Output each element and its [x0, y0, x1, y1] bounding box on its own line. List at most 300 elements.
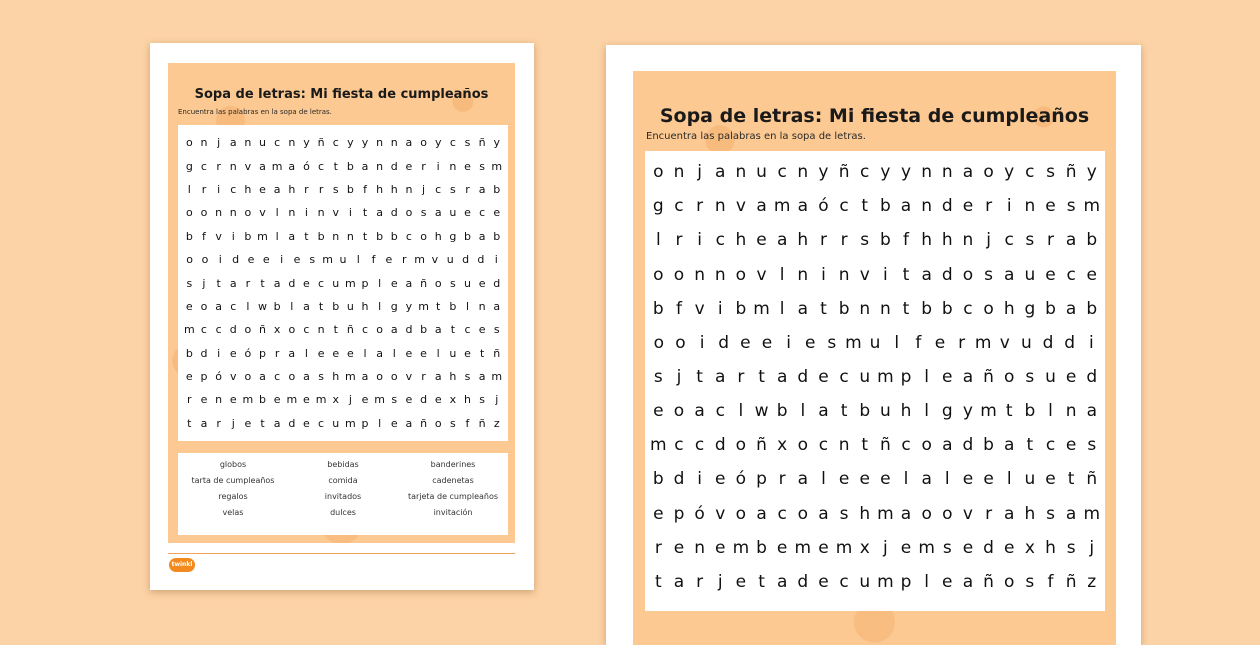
- grid-letter: o: [1004, 571, 1015, 592]
- grid-letter: t: [654, 571, 662, 592]
- grid-letter: n: [1024, 196, 1036, 217]
- grid-letter: p: [900, 571, 912, 592]
- grid-letter: h: [921, 230, 933, 251]
- grid-letter: g: [652, 196, 664, 217]
- grid-letter: a: [376, 346, 384, 360]
- grid-letter: r: [245, 276, 251, 290]
- grid-letter: c: [332, 136, 339, 150]
- grid-letter: m: [491, 159, 503, 173]
- grid-letter: a: [962, 571, 974, 592]
- grid-letter: u: [756, 162, 767, 183]
- grid-letter: n: [229, 159, 237, 173]
- grid-letter: c: [274, 370, 281, 384]
- grid-letter: h: [332, 370, 340, 384]
- grid-letter: j: [202, 276, 206, 290]
- grid-letter: a: [921, 264, 932, 285]
- grid-letter: d: [1086, 367, 1098, 388]
- grid-letter: j: [217, 136, 221, 150]
- grid-letter: h: [464, 393, 471, 407]
- grid-letter: h: [1024, 503, 1036, 524]
- grid-letter: e: [229, 393, 237, 407]
- grid-letter: s: [449, 416, 456, 430]
- grid-letter: o: [797, 503, 808, 524]
- grid-letter: c: [230, 182, 237, 196]
- grid-letter: e: [838, 469, 850, 490]
- grid-letter: h: [1045, 537, 1056, 558]
- grid-letter: a: [229, 276, 237, 290]
- grid-row: [648, 326, 1102, 360]
- grid-letter: j: [422, 182, 426, 196]
- grid-letter: r: [465, 182, 470, 196]
- grid-letter: c: [901, 435, 911, 456]
- grid-letter: i: [1088, 332, 1094, 353]
- grid-letter: p: [361, 276, 369, 290]
- word-list-item: invitados: [324, 492, 362, 501]
- grid-letter: x: [777, 435, 788, 456]
- grid-letter: u: [446, 253, 454, 267]
- grid-letter: ñ: [983, 367, 994, 388]
- grid-letter: x: [859, 537, 870, 558]
- grid-letter: c: [818, 435, 829, 456]
- grid-letter: y: [962, 401, 973, 422]
- grid-row: [182, 365, 504, 388]
- grid-letter: c: [215, 323, 222, 337]
- grid-letter: o: [962, 264, 974, 285]
- grid-letter: o: [185, 206, 193, 220]
- grid-row: [182, 178, 504, 201]
- grid-letter: o: [735, 435, 747, 456]
- grid-letter: i: [697, 469, 702, 490]
- grid-letter: g: [1024, 298, 1036, 319]
- grid-letter: v: [962, 503, 973, 524]
- decorated-panel: [633, 71, 1116, 645]
- grid-letter: c: [479, 206, 486, 220]
- grid-letter: j: [348, 393, 352, 407]
- grid-letter: b: [756, 537, 767, 558]
- grid-letter: t: [318, 299, 324, 313]
- grid-letter: a: [962, 367, 974, 388]
- grid-letter: n: [962, 230, 974, 251]
- grid-letter: d: [1064, 332, 1076, 353]
- grid-letter: a: [390, 323, 398, 337]
- grid-letter: c: [715, 230, 725, 251]
- grid-letter: a: [376, 206, 384, 220]
- grid-letter: s: [984, 264, 993, 285]
- grid-letter: e: [715, 469, 726, 490]
- grid-letter: n: [714, 264, 726, 285]
- grid-letter: t: [902, 264, 910, 285]
- grid-letter: c: [1045, 435, 1056, 456]
- grid-letter: h: [244, 182, 252, 196]
- grid-letter: v: [229, 370, 237, 384]
- grid-letter: f: [915, 332, 922, 353]
- grid-letter: b: [346, 182, 354, 196]
- grid-letter: e: [756, 230, 767, 251]
- grid-letter: c: [777, 162, 787, 183]
- grid-letter: c: [274, 136, 281, 150]
- grid-letter: l: [924, 367, 930, 388]
- grid-letter: u: [869, 332, 881, 353]
- grid-letter: o: [244, 206, 252, 220]
- grid-letter: u: [1021, 332, 1032, 353]
- grid-letter: o: [434, 276, 442, 290]
- grid-letter: i: [218, 253, 222, 267]
- grid-letter: e: [420, 346, 427, 360]
- grid-letter: a: [900, 503, 912, 524]
- word-list-item: globos: [219, 460, 247, 469]
- grid-letter: t: [1005, 401, 1013, 422]
- grid-letter: c: [449, 136, 456, 150]
- grid-letter: i: [304, 206, 308, 220]
- grid-letter: m: [183, 323, 195, 337]
- grid-letter: m: [794, 537, 812, 558]
- grid-letter: i: [217, 182, 221, 196]
- grid-letter: b: [859, 401, 871, 422]
- grid-letter: c: [777, 503, 787, 524]
- grid-row: [182, 295, 504, 318]
- grid-letter: a: [288, 229, 296, 243]
- grid-letter: s: [1087, 435, 1097, 456]
- grid-letter: h: [361, 299, 369, 313]
- grid-letter: x: [332, 393, 339, 407]
- grid-letter: d: [462, 253, 470, 267]
- grid-letter: n: [797, 264, 809, 285]
- grid-row: [648, 428, 1102, 462]
- grid-letter: r: [696, 196, 704, 217]
- grid-letter: a: [962, 162, 974, 183]
- grid-letter: p: [900, 367, 912, 388]
- grid-letter: s: [1066, 196, 1076, 217]
- grid-letter: b: [185, 346, 193, 360]
- grid-letter: c: [1066, 264, 1076, 285]
- grid-letter: m: [345, 370, 356, 384]
- grid-letter: e: [761, 332, 773, 353]
- grid-letter: m: [877, 571, 894, 592]
- grid-letter: v: [332, 206, 339, 220]
- grid-letter: a: [756, 196, 767, 217]
- grid-letter: e: [880, 469, 891, 490]
- grid-row: [182, 154, 504, 177]
- grid-letter: r: [654, 537, 662, 558]
- word-search-grid-box: [178, 125, 508, 441]
- grid-letter: e: [405, 393, 413, 407]
- grid-letter: l: [275, 229, 279, 243]
- grid-letter: d: [983, 537, 994, 558]
- grid-letter: d: [200, 346, 208, 360]
- grid-letter: n: [317, 206, 325, 220]
- grid-letter: p: [200, 370, 208, 384]
- grid-letter: o: [376, 323, 384, 337]
- grid-letter: c: [200, 159, 207, 173]
- grid-letter: e: [259, 182, 266, 196]
- grid-letter: m: [918, 537, 935, 558]
- grid-letter: n: [215, 206, 223, 220]
- grid-letter: g: [449, 229, 457, 243]
- grid-letter: e: [715, 537, 726, 558]
- grid-letter: d: [420, 393, 428, 407]
- grid-letter: l: [187, 182, 191, 196]
- word-list-item: tarjeta de cumpleaños: [407, 492, 499, 501]
- grid-letter: ñ: [420, 416, 428, 430]
- grid-letter: y: [434, 136, 442, 150]
- grid-letter: o: [390, 370, 398, 384]
- grid-letter: w: [754, 401, 769, 422]
- grid-letter: o: [735, 503, 747, 524]
- grid-letter: m: [418, 299, 429, 313]
- grid-letter: u: [1024, 469, 1036, 490]
- grid-letter: e: [493, 206, 501, 220]
- grid-letter: u: [859, 571, 871, 592]
- grid-letter: ó: [215, 370, 222, 384]
- grid-letter: ñ: [346, 323, 354, 337]
- grid-letter: e: [332, 346, 340, 360]
- grid-letter: o: [673, 264, 685, 285]
- grid-letter: r: [304, 182, 309, 196]
- grid-letter: r: [819, 230, 827, 251]
- grid-letter: i: [494, 253, 498, 267]
- grid-letter: l: [738, 401, 744, 422]
- grid-row: [648, 257, 1102, 291]
- grid-letter: b: [879, 196, 891, 217]
- grid-letter: s: [309, 253, 316, 267]
- grid-letter: a: [303, 370, 310, 384]
- grid-letter: ñ: [879, 435, 891, 456]
- grid-letter: s: [420, 206, 427, 220]
- grid-letter: c: [1025, 162, 1035, 183]
- grid-letter: b: [346, 159, 354, 173]
- grid-letter: b: [493, 229, 501, 243]
- grid-letter: c: [464, 323, 471, 337]
- word-list-item: invitación: [433, 508, 473, 517]
- grid-letter: a: [942, 435, 953, 456]
- grid-letter: s: [1025, 367, 1035, 388]
- grid-letter: l: [903, 469, 909, 490]
- grid-letter: e: [293, 253, 301, 267]
- grid-letter: s: [653, 367, 663, 388]
- grid-letter: e: [185, 299, 193, 313]
- grid-letter: n: [390, 136, 398, 150]
- grid-letter: r: [958, 332, 966, 353]
- grid-letter: ó: [818, 196, 829, 217]
- grid-letter: m: [753, 298, 770, 319]
- grid-letter: l: [924, 401, 930, 422]
- word-list-item: banderines: [430, 460, 476, 469]
- grid-letter: ñ: [838, 162, 850, 183]
- grid-letter: r: [985, 196, 993, 217]
- grid-letter: i: [786, 332, 791, 353]
- grid-letter: d: [288, 276, 296, 290]
- worksheet-instructions: Encuentra las palabras en la sopa de letras.: [646, 131, 866, 142]
- grid-letter: v: [735, 196, 746, 217]
- grid-letter: e: [1045, 264, 1056, 285]
- grid-row: [648, 394, 1102, 428]
- grid-letter: d: [797, 571, 809, 592]
- grid-letter: y: [818, 162, 829, 183]
- grid-letter: t: [902, 298, 910, 319]
- grid-letter: a: [434, 370, 442, 384]
- grid-letter: f: [202, 229, 206, 243]
- grid-letter: e: [405, 159, 413, 173]
- grid-letter: l: [821, 469, 826, 490]
- grid-letter: r: [1046, 230, 1054, 251]
- grid-letter: o: [201, 253, 209, 267]
- grid-letter: d: [405, 323, 413, 337]
- grid-letter: o: [288, 370, 296, 384]
- grid-letter: ó: [303, 159, 310, 173]
- grid-letter: r: [675, 230, 683, 251]
- grid-letter: o: [420, 229, 427, 243]
- grid-letter: v: [999, 332, 1010, 353]
- grid-letter: b: [983, 435, 994, 456]
- grid-letter: a: [229, 136, 237, 150]
- grid-letter: e: [818, 571, 829, 592]
- grid-letter: r: [216, 416, 221, 430]
- grid-letter: o: [797, 435, 808, 456]
- grid-letter: n: [921, 196, 933, 217]
- grid-letter: v: [694, 298, 705, 319]
- grid-letter: s: [332, 182, 339, 196]
- grid-letter: e: [934, 332, 946, 353]
- grid-letter: e: [390, 276, 398, 290]
- word-search-grid: [178, 125, 508, 441]
- grid-letter: b: [1024, 401, 1036, 422]
- grid-letter: c: [715, 401, 725, 422]
- grid-letter: u: [332, 276, 340, 290]
- grid-letter: l: [1048, 401, 1053, 422]
- grid-letter: f: [675, 298, 682, 319]
- grid-letter: e: [740, 332, 751, 353]
- grid-letter: v: [431, 253, 439, 267]
- grid-letter: i: [348, 206, 352, 220]
- grid-letter: s: [391, 393, 398, 407]
- grid-letter: m: [374, 393, 385, 407]
- grid-letter: b: [921, 298, 933, 319]
- grid-letter: g: [390, 299, 398, 313]
- grid-letter: e: [900, 537, 912, 558]
- grid-letter: b: [185, 229, 193, 243]
- grid-letter: y: [1086, 162, 1097, 183]
- grid-letter: ó: [694, 503, 705, 524]
- grid-letter: y: [361, 136, 369, 150]
- grid-letter: e: [434, 393, 442, 407]
- grid-letter: o: [653, 332, 665, 353]
- grid-letter: c: [318, 416, 325, 430]
- grid-letter: l: [363, 346, 367, 360]
- grid-letter: u: [1024, 264, 1036, 285]
- grid-letter: a: [1004, 503, 1015, 524]
- grid-letter: l: [378, 416, 382, 430]
- grid-letter: c: [839, 196, 849, 217]
- grid-letter: h: [941, 230, 953, 251]
- grid-letter: b: [776, 401, 788, 422]
- grid-letter: a: [1004, 435, 1015, 456]
- grid-letter: r: [778, 469, 786, 490]
- grid-letter: n: [859, 298, 871, 319]
- grid-letter: r: [216, 159, 221, 173]
- grid-letter: d: [1042, 332, 1054, 353]
- grid-letter: r: [421, 159, 426, 173]
- grid-letter: a: [434, 206, 442, 220]
- grid-letter: a: [405, 136, 413, 150]
- grid-letter: m: [315, 393, 327, 407]
- grid-row: [648, 462, 1102, 496]
- grid-letter: i: [1006, 196, 1012, 217]
- grid-letter: p: [756, 469, 767, 490]
- grid-letter: e: [273, 393, 281, 407]
- grid-letter: l: [436, 346, 440, 360]
- grid-letter: m: [773, 196, 791, 217]
- grid-letter: r: [274, 346, 280, 360]
- grid-letter: l: [800, 401, 806, 422]
- grid-letter: a: [405, 276, 413, 290]
- grid-row: [182, 342, 504, 365]
- grid-letter: t: [260, 416, 265, 430]
- grid-letter: a: [288, 159, 296, 173]
- grid-letter: b: [464, 229, 471, 243]
- grid-letter: a: [818, 401, 829, 422]
- grid-letter: f: [363, 182, 367, 196]
- grid-letter: f: [371, 253, 376, 267]
- grid-letter: h: [449, 370, 457, 384]
- grid-letter: a: [361, 370, 369, 384]
- grid-letter: m: [650, 435, 667, 456]
- grid-letter: b: [244, 229, 252, 243]
- grid-letter: c: [674, 196, 684, 217]
- grid-letter: d: [229, 323, 237, 337]
- grid-letter: o: [185, 136, 193, 150]
- grid-letter: x: [449, 393, 457, 407]
- grid-letter: i: [699, 332, 705, 353]
- grid-letter: s: [1046, 162, 1055, 183]
- grid-letter: a: [756, 503, 767, 524]
- grid-letter: e: [962, 537, 974, 558]
- grid-letter: ñ: [420, 276, 428, 290]
- grid-letter: e: [962, 196, 974, 217]
- grid-letter: h: [288, 182, 296, 196]
- grid-letter: o: [288, 323, 296, 337]
- grid-letter: m: [974, 332, 992, 353]
- grid-letter: ó: [244, 346, 252, 360]
- grid-letter: i: [436, 159, 440, 173]
- decorated-panel: [168, 63, 515, 543]
- grid-letter: o: [1004, 367, 1015, 388]
- grid-letter: r: [401, 253, 407, 267]
- grid-letter: e: [1045, 196, 1056, 217]
- grid-letter: m: [491, 370, 503, 384]
- grid-letter: e: [247, 253, 255, 267]
- grid-letter: n: [215, 393, 223, 407]
- grid-row: [648, 360, 1102, 394]
- grid-letter: n: [288, 136, 296, 150]
- grid-letter: c: [435, 182, 442, 196]
- grid-letter: r: [421, 370, 426, 384]
- grid-letter: e: [1045, 469, 1056, 490]
- grid-letter: b: [273, 299, 281, 313]
- grid-letter: a: [715, 367, 726, 388]
- grid-letter: a: [797, 298, 809, 319]
- grid-row: [648, 497, 1102, 531]
- grid-letter: e: [735, 571, 747, 592]
- grid-letter: d: [941, 264, 953, 285]
- grid-letter: t: [1067, 469, 1075, 490]
- grid-letter: e: [303, 276, 310, 290]
- grid-letter: l: [392, 346, 396, 360]
- grid-letter: o: [244, 370, 252, 384]
- grid-letter: ñ: [1086, 469, 1098, 490]
- grid-letter: a: [478, 229, 486, 243]
- grid-letter: v: [405, 370, 413, 384]
- grid-letter: h: [1003, 298, 1015, 319]
